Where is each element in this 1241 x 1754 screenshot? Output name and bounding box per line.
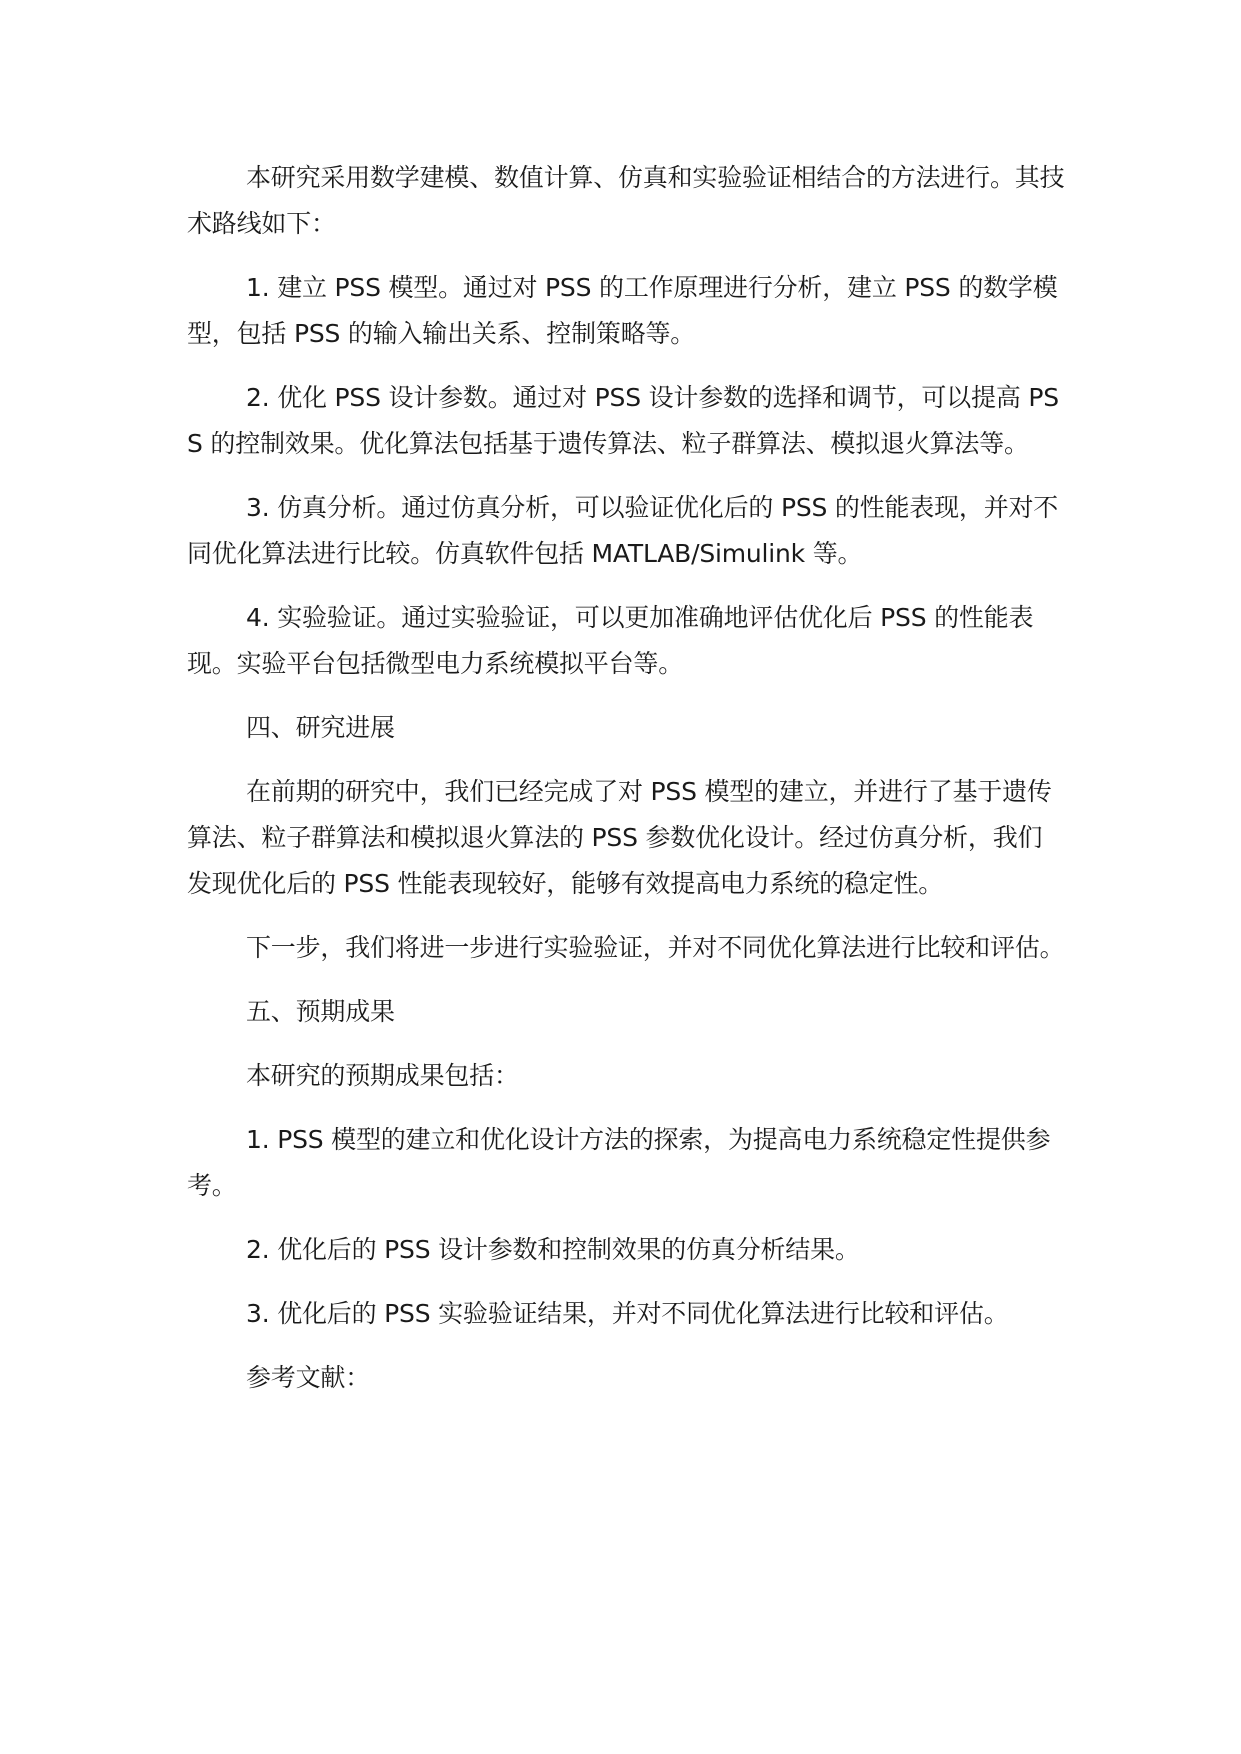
paragraph-next-step: 下一步，我们将进一步进行实验验证，并对不同优化算法进行比较和评估。 xyxy=(246,933,1065,962)
section-heading-progress: 四、研究进展 xyxy=(246,713,395,742)
paragraph-expected-intro: 本研究的预期成果包括： xyxy=(246,1061,519,1090)
section-heading-references: 参考文献： xyxy=(246,1363,371,1392)
paragraph-progress-summary: 在前期的研究中，我们已经完成了对 PSS 模型的建立，并进行了基于遗传算法、粒子群算法和模拟退火算法的 PSS 参数优化设计。经过仿真分析，我们发现优化后的 PSS 性能表现较好，能够有效提高电力系统的稳定性。 xyxy=(187,777,1052,898)
paragraph-step-2-optimize: 2. 优化 PSS 设计参数。通过对 PSS 设计参数的选择和调节，可以提高 PSS 的控制效果。优化算法包括基于遗传算法、粒子群算法、模拟退火算法等。 xyxy=(187,383,1059,458)
document-body xyxy=(187,155,1067,1419)
paragraph-expected-2: 2. 优化后的 PSS 设计参数和控制效果的仿真分析结果。 xyxy=(246,1235,860,1264)
paragraph-expected-3: 3. 优化后的 PSS 实验验证结果，并对不同优化算法进行比较和评估。 xyxy=(246,1299,1009,1328)
paragraph-step-3-simulation: 3. 仿真分析。通过仿真分析，可以验证优化后的 PSS 的性能表现，并对不同优化算法进行比较。仿真软件包括 MATLAB/Simulink 等。 xyxy=(187,493,1059,568)
paragraph-expected-1: 1. PSS 模型的建立和优化设计方法的探索，为提高电力系统稳定性提供参考。 xyxy=(187,1125,1051,1200)
paragraph-step-4-experiment: 4. 实验验证。通过实验验证，可以更加准确地评估优化后 PSS 的性能表现。实验平台包括微型电力系统模拟平台等。 xyxy=(187,603,1034,678)
section-heading-expected-results: 五、预期成果 xyxy=(246,997,395,1026)
paragraph-step-1-model: 1. 建立 PSS 模型。通过对 PSS 的工作原理进行分析，建立 PSS 的数学模型，包括 PSS 的输入输出关系、控制策略等。 xyxy=(187,273,1058,348)
paragraph-method-intro: 本研究采用数学建模、数值计算、仿真和实验验证相结合的方法进行。其技术路线如下： xyxy=(187,163,1065,238)
